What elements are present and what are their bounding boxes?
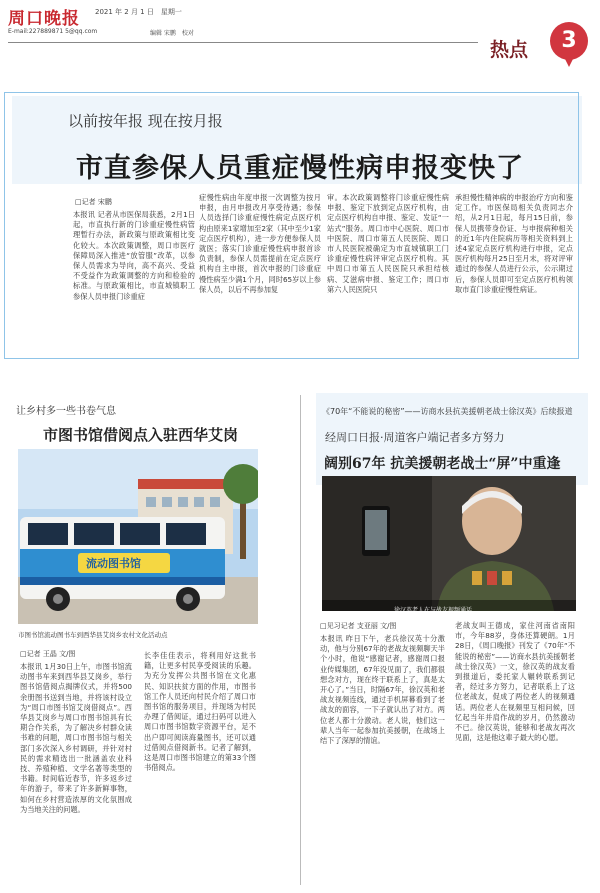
lead-headline: 市直参保人员重症慢性病申报变快了 [76, 153, 524, 184]
lead-column-3: 审。本次政策调整将门诊重症慢性病申报、鉴定下放到定点医疗机构，由定点医疗机构自申报、鉴定、发证“一站式”服务。周口市中心医院、周口市中医院、周口市第五人民医院、周口市人民医院被确定为市直城镇职工门诊重症慢性病评审定点医疗机构。其中周口市第五人民医院只承担结核病、艾滋病申报、鉴定工作；周口市第六人民医院只 [327, 193, 449, 294]
lead-kicker: 以前按年报 现在按月报 [68, 112, 223, 130]
library-kicker: 让乡村多一些书卷气息 [16, 406, 116, 417]
editor-credits: 编辑 宋鹏 校对 [150, 30, 194, 37]
library-headline: 市图书馆借阅点入驻西华艾岗 [43, 426, 239, 444]
veteran-subhead: 经周口日报·周道客户端记者多方努力 [325, 431, 505, 444]
library-column-1: 本报讯 1月30日上午，市图书馆流动图书车来到西华县艾岗乡，举行图书馆借阅点揭牌仪式，并将500余册图书送到当地，并将该村设立为“周口市图书馆艾岗借阅点”。西华县艾岗乡与周口市图书馆具有长期合作关系，为了解决乡村群众读书难的问题，周口市图书馆与相关部门多次深入乡村调研，并针对村民的需求精选出一批涵盖农业科技、养殖种植、文学名著等类型的书籍。时间临近春节，许多返乡过年的游子，带来了许多新鲜事物，如何在乡村营造浓厚的文化氛围成为当地关注的问题。 [20, 662, 132, 814]
veteran-column-1: 本报讯 昨日下午，老兵徐汉英十分激动，他与分别67年的老战友视频聊天半个小时，他说“感谢记者，感谢周口报业传媒集团，67年没见面了，我们都很想念对方，现在终于联系上了，真是太开心了。”当日，时隔67年，徐汉英和老战友视频连线，通过手机屏幕看到了老战友的面容，一下子就认出了对方。两位老人都十分激动。老人说，他们这一辈人当年一起参加抗美援朝，在战场上结下了深厚的情谊。 [320, 634, 445, 746]
veteran-headline: 阔别67年 抗美援朝老战士“屏”中重逢 [324, 456, 561, 472]
newspaper-logo: 周口晚报 [8, 9, 80, 29]
bus-sign-text: 流动图书馆 [86, 557, 141, 570]
veteran-byline: □见习记者 支亚丽 文/图 [320, 622, 397, 630]
page-number-badge: 3 [550, 22, 588, 60]
veteran-photo-caption: 徐汉英老人在与战友视频通话 [394, 607, 473, 614]
section-label: 热点 [490, 39, 529, 61]
veteran-photo [322, 476, 576, 611]
contact-email: E-mail:227889871 5@qq.com [8, 28, 98, 35]
bus-photo-caption: 市图书馆流动图书车到西华县艾岗乡农村文化活动点 [18, 631, 168, 639]
lead-column-1: 本报讯 记者从市医保局获悉，2月1日起，市直执行新的门诊重症慢性病管理暂行办法，新政策与原政策相比变化较大。本次政策调整，周口市医疗保障局深入推进“放管服”改革，以参保人员需求为导向，高不高兴、受益不受益作为政策调整的方向和检验的标准。与原政策相比，市直城镇职工参保人员申报门诊重症 [73, 210, 195, 301]
veteran-series-tag: 《70年“不能说的秘密”——访商水县抗美援朝老战士徐汉英》后续报道 [322, 407, 573, 416]
column-divider [300, 395, 301, 885]
library-column-2: 长李佳佳表示，将利用好这批书籍，让更多村民享受阅读的乐趣。为充分发挥公共图书馆在文化惠民、知识扶贫方面的作用，市图书馆工作人员还向村民介绍了周口市图书馆的服务项目，并现场为村民办理了借阅证，通过扫码可以进入周口市图书馆数字资源平台，足不出户即可阅读海量图书，还可以通过借阅点借阅新书。记者了解到，这是周口市图书馆建立的第33个图书借阅点。 [144, 651, 256, 773]
lead-column-4: 承担慢性精神病的申报治疗方向和鉴定工作。市医保局相关负责同志介绍，从2月1日起，每月15日前，参保人员携带身份证、与申报病种相关的近1年内住院病历等相关资料到上述4家定点医疗机构进行申报，定点医疗机构每月25日至月末，将对评审通过的参保人员进行公示，公示期过后，参保人员即可至定点医疗机构领取市直门诊重症慢性病证。 [455, 193, 573, 294]
issue-date: 2021 年 2 月 1 日 星期一 [95, 8, 182, 16]
library-byline: □记者 王晶 文/图 [20, 650, 76, 658]
lead-column-2: 症慢性病由年度申报一次调整为按月申报，由月申报改月享受待遇；参保人员选择门诊重症慢性病定点医疗机构由原来1家增加至2家（其中至少1家定点医疗机构），进一步方便参保人员就医；落实门诊重症慢性病申报首诊负责制，参保人员需提前在定点医疗机构自主申报，首次申报的门诊重症慢性病至少满1个月，同时65岁以上参保人员，以后不再参加复 [199, 193, 321, 294]
bus-photo [18, 449, 258, 624]
lead-byline: □记者 宋鹏 [75, 198, 112, 206]
header-rule [8, 42, 478, 43]
veteran-column-2: 老战友叫王德成，家住河南省南阳市，今年88岁，身体还算硬朗。1月28日，《周口晚报》刊发了《70年“不能说的秘密”——访商水县抗美援朝老战士徐汉英》一文，徐汉英的战友看到报道后，委托家人辗转联系到记者，经过多方努力，记者联系上了这位老战友，促成了两位老人的视频通话。两位老人在视频里互相问候，回忆起当年并肩作战的岁月，仍然激动不已。徐汉英说，能够和老战友再次见面，这是他这辈子最大的心愿。 [455, 621, 575, 743]
